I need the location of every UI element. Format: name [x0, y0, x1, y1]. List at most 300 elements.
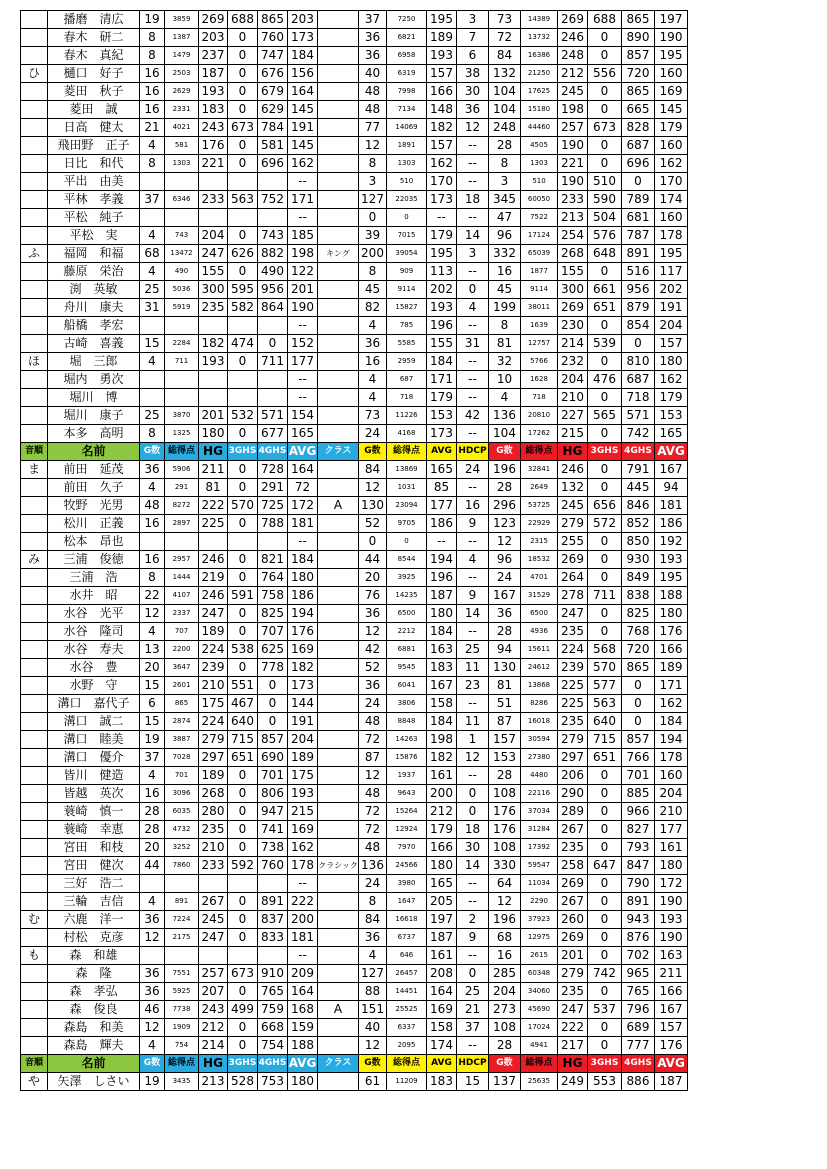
name-cell: 春木 研二 — [48, 29, 140, 47]
name-cell: 皆川 健造 — [48, 767, 140, 785]
value-cell: 0 — [228, 983, 258, 1001]
kana-cell — [21, 515, 48, 533]
name-cell: 牧野 光男 — [48, 497, 140, 515]
value-cell: 647 — [588, 857, 622, 875]
value-cell: 0 — [228, 659, 258, 677]
value-cell: 532 — [228, 407, 258, 425]
value-cell: 4 — [140, 227, 165, 245]
value-cell: 7998 — [387, 83, 427, 101]
value-cell: 40 — [359, 65, 387, 83]
value-cell: 2957 — [165, 551, 199, 569]
value-cell: 760 — [258, 857, 288, 875]
value-cell: 190 — [288, 299, 318, 317]
value-cell: 201 — [558, 947, 588, 965]
value-cell: 6 — [140, 695, 165, 713]
value-cell: -- — [457, 569, 489, 587]
value-cell: 0 — [588, 893, 622, 911]
value-cell: 222 — [288, 893, 318, 911]
value-cell: 753 — [258, 1073, 288, 1091]
value-cell — [228, 875, 258, 893]
kana-cell — [21, 929, 48, 947]
value-cell: 167 — [655, 1001, 688, 1019]
value-cell: 4 — [140, 767, 165, 785]
value-cell: 743 — [258, 227, 288, 245]
value-cell: 679 — [258, 83, 288, 101]
name-cell: 飛田野 正子 — [48, 137, 140, 155]
value-cell: 187 — [199, 65, 228, 83]
value-cell: 725 — [258, 497, 288, 515]
value-cell: 1325 — [165, 425, 199, 443]
value-cell: 198 — [288, 245, 318, 263]
value-cell: 563 — [228, 191, 258, 209]
value-cell: 8 — [140, 569, 165, 587]
value-cell: 20810 — [521, 407, 558, 425]
value-cell: 0 — [228, 155, 258, 173]
value-cell: 212 — [558, 65, 588, 83]
value-cell: 25 — [457, 641, 489, 659]
value-cell: 1628 — [521, 371, 558, 389]
kana-cell — [21, 587, 48, 605]
name-cell: 日比 和代 — [48, 155, 140, 173]
value-cell — [318, 335, 359, 353]
value-cell: 0 — [228, 515, 258, 533]
value-cell: 787 — [622, 227, 655, 245]
value-cell: 890 — [622, 29, 655, 47]
value-cell: 258 — [558, 857, 588, 875]
value-cell: 538 — [228, 641, 258, 659]
value-cell: 279 — [199, 731, 228, 749]
name-cell: 森島 輝夫 — [48, 1037, 140, 1055]
value-cell: 205 — [427, 893, 457, 911]
value-cell: 21250 — [521, 65, 558, 83]
value-cell: 247 — [558, 1001, 588, 1019]
value-cell: 718 — [521, 389, 558, 407]
value-cell: 36 — [359, 929, 387, 947]
value-cell: 173 — [288, 29, 318, 47]
kana-cell — [21, 749, 48, 767]
value-cell: 8 — [489, 317, 521, 335]
header-hdcp: HDCP — [457, 443, 489, 461]
value-cell: 203 — [199, 29, 228, 47]
value-cell: 14235 — [387, 587, 427, 605]
value-cell — [318, 785, 359, 803]
value-cell: 1877 — [521, 263, 558, 281]
value-cell: 28 — [489, 137, 521, 155]
value-cell: 865 — [622, 83, 655, 101]
value-cell: 182 — [427, 119, 457, 137]
value-cell: 891 — [258, 893, 288, 911]
value-cell — [318, 353, 359, 371]
value-cell: 38011 — [521, 299, 558, 317]
value-cell: 291 — [165, 479, 199, 497]
table-row — [21, 551, 688, 569]
table-row — [21, 389, 688, 407]
value-cell: 194 — [655, 731, 688, 749]
value-cell: 7028 — [165, 749, 199, 767]
kana-cell — [21, 155, 48, 173]
value-cell: 0 — [588, 875, 622, 893]
value-cell: 212 — [199, 1019, 228, 1037]
value-cell: 0 — [228, 461, 258, 479]
value-cell: 136 — [359, 857, 387, 875]
value-cell: 9 — [457, 929, 489, 947]
value-cell — [165, 371, 199, 389]
value-cell: 300 — [558, 281, 588, 299]
value-cell: 217 — [558, 1037, 588, 1055]
value-cell: 765 — [258, 983, 288, 1001]
value-cell: 8544 — [387, 551, 427, 569]
kana-cell — [21, 263, 48, 281]
value-cell: 285 — [489, 965, 521, 983]
value-cell: 36 — [457, 101, 489, 119]
name-cell: 平松 純子 — [48, 209, 140, 227]
value-cell: 15264 — [387, 803, 427, 821]
value-cell: 8 — [140, 425, 165, 443]
table-row — [21, 893, 688, 911]
name-cell: 森島 和美 — [48, 1019, 140, 1037]
value-cell: 195 — [427, 245, 457, 263]
value-cell: 156 — [288, 65, 318, 83]
value-cell: 167 — [489, 587, 521, 605]
value-cell: 0 — [228, 1037, 258, 1055]
value-cell: 68 — [140, 245, 165, 263]
value-cell: 15180 — [521, 101, 558, 119]
value-cell: 189 — [199, 623, 228, 641]
value-cell: 186 — [288, 587, 318, 605]
value-cell: 16 — [489, 947, 521, 965]
value-cell: 759 — [258, 1001, 288, 1019]
value-cell: 51 — [489, 695, 521, 713]
value-cell: 193 — [199, 353, 228, 371]
value-cell: 224 — [558, 641, 588, 659]
value-cell: 857 — [622, 47, 655, 65]
value-cell: 300 — [199, 281, 228, 299]
value-cell: 490 — [165, 263, 199, 281]
value-cell: 176 — [199, 137, 228, 155]
value-cell — [318, 821, 359, 839]
value-cell: 184 — [427, 623, 457, 641]
value-cell: 188 — [655, 587, 688, 605]
value-cell: 176 — [489, 803, 521, 821]
value-cell: 40 — [359, 1019, 387, 1037]
value-cell — [228, 317, 258, 335]
value-cell: 269 — [558, 11, 588, 29]
table-row — [21, 677, 688, 695]
value-cell: 210 — [199, 839, 228, 857]
value-cell: 6041 — [387, 677, 427, 695]
value-cell: 2874 — [165, 713, 199, 731]
name-cell: 菱田 秋子 — [48, 83, 140, 101]
value-cell — [228, 371, 258, 389]
kana-cell — [21, 713, 48, 731]
value-cell: 784 — [258, 119, 288, 137]
value-cell: 3 — [457, 11, 489, 29]
value-cell: 857 — [622, 731, 655, 749]
value-cell: -- — [457, 371, 489, 389]
value-cell: 0 — [588, 911, 622, 929]
value-cell: 179 — [427, 821, 457, 839]
value-cell: 833 — [258, 929, 288, 947]
value-cell: 243 — [199, 1001, 228, 1019]
value-cell: 22035 — [387, 191, 427, 209]
value-cell: 130 — [489, 659, 521, 677]
value-cell: 235 — [199, 299, 228, 317]
value-cell: 445 — [622, 479, 655, 497]
value-cell: 0 — [228, 29, 258, 47]
value-cell: 155 — [427, 335, 457, 353]
value-cell: 12 — [359, 623, 387, 641]
value-cell — [199, 875, 228, 893]
value-cell: 167 — [655, 461, 688, 479]
value-cell: 16 — [140, 551, 165, 569]
name-cell: 平林 孝義 — [48, 191, 140, 209]
value-cell: 195 — [655, 569, 688, 587]
name-cell: 春木 真紀 — [48, 47, 140, 65]
value-cell — [318, 11, 359, 29]
value-cell — [228, 389, 258, 407]
name-cell: 水谷 寿夫 — [48, 641, 140, 659]
value-cell: 19 — [140, 731, 165, 749]
table-row — [21, 515, 688, 533]
value-cell: 15827 — [387, 299, 427, 317]
value-cell: 151 — [359, 1001, 387, 1019]
value-cell: 208 — [427, 965, 457, 983]
kana-cell: も — [21, 947, 48, 965]
value-cell: -- — [288, 389, 318, 407]
value-cell — [165, 209, 199, 227]
value-cell: 1303 — [387, 155, 427, 173]
value-cell: 0 — [258, 335, 288, 353]
table-row — [21, 83, 688, 101]
value-cell: -- — [288, 209, 318, 227]
value-cell: 847 — [622, 857, 655, 875]
value-cell: -- — [457, 1037, 489, 1055]
value-cell: 31284 — [521, 821, 558, 839]
value-cell: 16 — [359, 353, 387, 371]
value-cell: 28 — [489, 623, 521, 641]
name-cell: 水井 昭 — [48, 587, 140, 605]
value-cell: 210 — [199, 677, 228, 695]
value-cell: 28 — [140, 803, 165, 821]
table-row — [21, 569, 688, 587]
kana-cell — [21, 821, 48, 839]
header-cls: クラス — [318, 1055, 359, 1073]
kana-cell — [21, 731, 48, 749]
header-total3: 総得点 — [521, 443, 558, 461]
value-cell: 330 — [489, 857, 521, 875]
value-cell: 170 — [427, 173, 457, 191]
kana-cell — [21, 317, 48, 335]
value-cell: 267 — [558, 821, 588, 839]
value-cell: 72 — [489, 29, 521, 47]
value-cell: 117 — [655, 263, 688, 281]
value-cell: 15 — [140, 677, 165, 695]
value-cell: 345 — [489, 191, 521, 209]
value-cell: 180 — [655, 353, 688, 371]
value-cell: 113 — [427, 263, 457, 281]
value-cell: -- — [457, 353, 489, 371]
kana-cell — [21, 1001, 48, 1019]
value-cell — [140, 947, 165, 965]
value-cell: 849 — [622, 569, 655, 587]
value-cell: 246 — [199, 587, 228, 605]
value-cell: 157 — [427, 65, 457, 83]
value-cell: 193 — [199, 83, 228, 101]
value-cell: 4168 — [387, 425, 427, 443]
value-cell: 640 — [588, 713, 622, 731]
kana-cell — [21, 857, 48, 875]
value-cell: 195 — [655, 47, 688, 65]
value-cell: 176 — [655, 1037, 688, 1055]
value-cell — [199, 947, 228, 965]
value-cell: 190 — [655, 929, 688, 947]
value-cell: 163 — [655, 947, 688, 965]
value-cell: 2629 — [165, 83, 199, 101]
value-cell: 0 — [588, 317, 622, 335]
value-cell: 31529 — [521, 587, 558, 605]
value-cell: 24612 — [521, 659, 558, 677]
value-cell: 200 — [288, 911, 318, 929]
value-cell: 7551 — [165, 965, 199, 983]
value-cell: 157 — [655, 335, 688, 353]
value-cell: 7970 — [387, 839, 427, 857]
value-cell: 4505 — [521, 137, 558, 155]
value-cell: 257 — [199, 965, 228, 983]
value-cell — [165, 389, 199, 407]
value-cell: 551 — [228, 677, 258, 695]
value-cell: 743 — [165, 227, 199, 245]
value-cell: 711 — [258, 353, 288, 371]
value-cell: 701 — [622, 767, 655, 785]
value-cell: 269 — [558, 929, 588, 947]
value-cell — [318, 1037, 359, 1055]
value-cell: A — [318, 497, 359, 515]
value-cell: 249 — [558, 1073, 588, 1091]
value-cell: 104 — [489, 425, 521, 443]
value-cell: 198 — [558, 101, 588, 119]
value-cell: 48 — [359, 83, 387, 101]
value-cell: 278 — [558, 587, 588, 605]
value-cell: 183 — [427, 1073, 457, 1091]
value-cell: 865 — [165, 695, 199, 713]
value-cell: 77 — [359, 119, 387, 137]
value-cell: 0 — [588, 839, 622, 857]
value-cell — [318, 839, 359, 857]
value-cell: 4107 — [165, 587, 199, 605]
value-cell: 171 — [655, 677, 688, 695]
value-cell: 73 — [359, 407, 387, 425]
table-row — [21, 731, 688, 749]
value-cell: 0 — [228, 839, 258, 857]
value-cell: 16 — [457, 497, 489, 515]
value-cell: 161 — [655, 839, 688, 857]
value-cell: 886 — [622, 1073, 655, 1091]
value-cell — [318, 677, 359, 695]
table-row — [21, 245, 688, 263]
value-cell: 668 — [258, 1019, 288, 1037]
value-cell: 180 — [199, 425, 228, 443]
value-cell: 6500 — [521, 605, 558, 623]
value-cell: 810 — [622, 353, 655, 371]
value-cell: 0 — [387, 533, 427, 551]
name-cell: 森 俊良 — [48, 1001, 140, 1019]
value-cell: 221 — [199, 155, 228, 173]
value-cell: 12757 — [521, 335, 558, 353]
value-cell: 37034 — [521, 803, 558, 821]
value-cell: 132 — [558, 479, 588, 497]
value-cell: -- — [457, 317, 489, 335]
value-cell — [165, 875, 199, 893]
value-cell: 204 — [288, 731, 318, 749]
value-cell: 24 — [489, 569, 521, 587]
value-cell: 0 — [588, 983, 622, 1001]
value-cell: -- — [288, 947, 318, 965]
value-cell: 0 — [228, 551, 258, 569]
table-row — [21, 533, 688, 551]
value-cell: 0 — [228, 569, 258, 587]
value-cell: 36 — [359, 605, 387, 623]
value-cell: 0 — [588, 767, 622, 785]
value-cell: 12 — [140, 1019, 165, 1037]
table-row — [21, 11, 688, 29]
value-cell: 36 — [140, 983, 165, 1001]
value-cell: 592 — [228, 857, 258, 875]
kana-cell — [21, 425, 48, 443]
value-cell: 0 — [588, 803, 622, 821]
value-cell: 269 — [558, 551, 588, 569]
table-row — [21, 263, 688, 281]
table-row — [21, 803, 688, 821]
value-cell: 204 — [655, 317, 688, 335]
kana-cell: ひ — [21, 65, 48, 83]
value-cell: 179 — [427, 389, 457, 407]
value-cell: 864 — [258, 299, 288, 317]
value-cell: 0 — [228, 605, 258, 623]
value-cell: 36 — [359, 677, 387, 695]
kana-cell — [21, 137, 48, 155]
value-cell: 16618 — [387, 911, 427, 929]
value-cell: 4 — [359, 947, 387, 965]
value-cell: 9114 — [521, 281, 558, 299]
value-cell: 190 — [558, 137, 588, 155]
value-cell: 15 — [140, 713, 165, 731]
value-cell: 174 — [655, 191, 688, 209]
table-row — [21, 101, 688, 119]
value-cell: 2897 — [165, 515, 199, 533]
kana-cell — [21, 407, 48, 425]
value-cell: 30 — [457, 83, 489, 101]
value-cell — [318, 479, 359, 497]
value-cell: 88 — [359, 983, 387, 1001]
header-g3: G数 — [489, 1055, 521, 1073]
value-cell: -- — [457, 263, 489, 281]
kana-cell — [21, 605, 48, 623]
value-cell: 183 — [427, 659, 457, 677]
value-cell: 155 — [199, 263, 228, 281]
value-cell: -- — [457, 137, 489, 155]
value-cell: 0 — [228, 929, 258, 947]
value-cell — [318, 281, 359, 299]
value-cell: 0 — [588, 1019, 622, 1037]
value-cell — [318, 155, 359, 173]
table-row — [21, 227, 688, 245]
value-cell: 47 — [489, 209, 521, 227]
value-cell — [140, 875, 165, 893]
value-cell: 11226 — [387, 407, 427, 425]
table-row — [21, 1001, 688, 1019]
value-cell: 165 — [427, 875, 457, 893]
value-cell: -- — [457, 155, 489, 173]
